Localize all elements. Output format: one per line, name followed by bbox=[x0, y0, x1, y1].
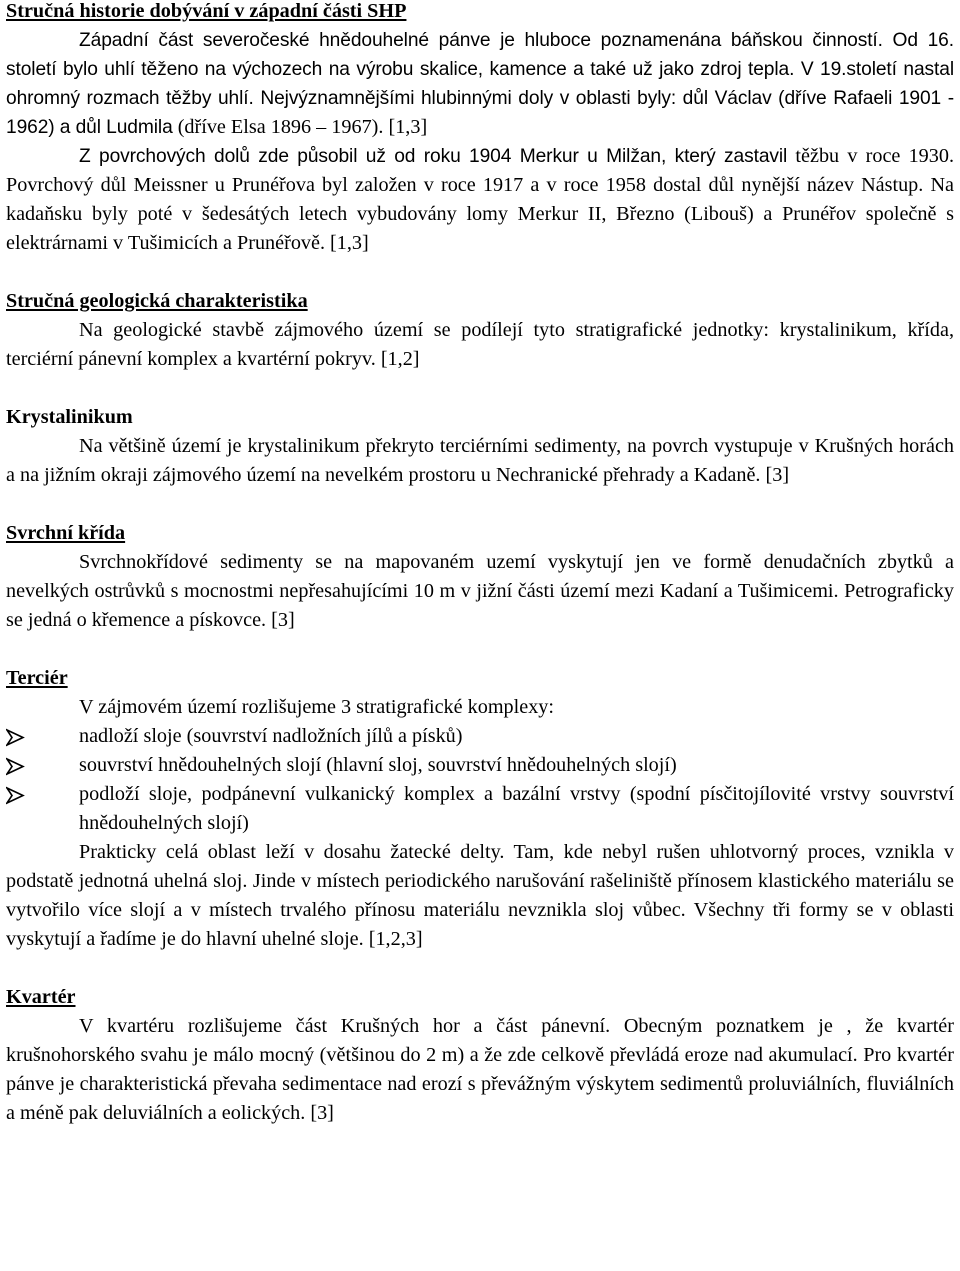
list-item bbox=[6, 751, 954, 780]
history-heading: Stručná historie dobývání v západní části SHP bbox=[6, 0, 407, 22]
geology-heading: Stručná geologická charakteristika bbox=[6, 290, 308, 312]
list-item bbox=[6, 722, 954, 751]
arrowhead-bullet-icon bbox=[6, 780, 28, 809]
arrowhead-bullet-icon bbox=[6, 722, 28, 751]
cretaceous-paragraph: Svrchnokřídové sedimenty se na mapovaném uzemí vyskytují jen ve formě denudačních zbytků a nevelkých ostrůvků s mocnostmi nepřesahujícími 10 m v jižní části území mezi Kadaní a Tušimicemi. Petrograficky se jedná o křemence a pískovce. [3] bbox=[6, 551, 954, 631]
quaternary-heading: Kvartér bbox=[6, 986, 76, 1008]
geology-paragraph: Na geologické stavbě zájmového území se podílejí tyto stratigrafické jednotky: krystalinikum, křída, terciérní pánevní komplex a kvartérní pokryv. [1,2] bbox=[6, 319, 954, 370]
tertiary-heading: Terciér bbox=[6, 667, 68, 689]
spacer bbox=[6, 954, 954, 983]
spacer bbox=[6, 635, 954, 664]
tertiary-paragraph: Prakticky celá oblast leží v dosahu žatecké delty. Tam, kde nebyl rušen uhlotvorný proces, vznikla v podstatě jednotná uhelná sloj. Jinde v místech periodického narušování rašeliniště přínosem klastického materiálu se vytvořilo více slojí a v místech trvalého přínosu materiálu nevznikla sloj vůbec. Všechny tři formy se v oblasti vyskytují a řadíme je do hlavní uhelné sloje. [1,2,3] bbox=[6, 841, 954, 950]
spacer bbox=[6, 490, 954, 519]
spacer bbox=[6, 258, 954, 287]
arrowhead-bullet-icon bbox=[6, 751, 28, 780]
history-paragraph-2-sans: Z povrchových dolů zde působil už od roku 1904 Merkur u Milžan, který zastavil bbox=[79, 146, 788, 167]
history-paragraph-2-serif: těžbu v roce 1930. Povrchový důl Meissner u Prunéřova byl založen v roce 1917 a v roce 1958 dostal důl nynější název Nástup. Na kadaňsku byly poté v šedesátých letech vybudovány lomy Merkur II, Březno (Libouš) a Prunéřov společně s elektrárnami v Tušimicích a Prunéřově. [1,3] bbox=[6, 145, 954, 254]
list-item-text: souvrství hnědouhelných slojí (hlavní sloj, souvrství hnědouhelných slojí) bbox=[79, 754, 677, 776]
list-item-text: nadloží sloje (souvrství nadložních jílů a písků) bbox=[79, 725, 463, 747]
list-item-text: podloží sloje, podpánevní vulkanický komplex a bazální vrstvy (spodní písčitojílovité vrstvy souvrství hnědouhelných slojí) bbox=[79, 783, 954, 834]
list-item bbox=[6, 780, 954, 838]
history-paragraph-2 bbox=[6, 142, 954, 258]
spacer bbox=[6, 374, 954, 403]
crystalline-paragraph: Na většině území je krystalinikum překryto terciérními sedimenty, na povrch vystupuje v Krušných horách a na jižním okraji zájmového území na nevelkém prostoru u Nechranické přehrady a Kadaně. [3] bbox=[6, 435, 954, 486]
history-paragraph-1 bbox=[6, 26, 954, 142]
history-paragraph-1-sans: Západní část severočeské hnědouhelné pánve je hluboce poznamenána báňskou činností. Od 16. století bylo uhlí těženo na výchozech na výrobu skalice, kamence a také už jako zdroj tepla. V 19.století nastal ohromný rozmach těžby uhlí. Nejvýznamnějšími hlubinnými doly v oblasti byly: důl Václav (dříve Rafaeli 1901 - 1962) a důl Ludmila bbox=[6, 30, 954, 138]
history-paragraph-1-serif: (dříve Elsa 1896 – 1967). [1,3] bbox=[172, 116, 428, 138]
quaternary-paragraph: V kvartéru rozlišujeme část Krušných hor a část pánevní. Obecným poznatkem je , že kvartér krušnohorského svahu je málo mocný (většinou do 2 m) a že zde celkově převládá eroze nad akumulací. Pro kvartér pánve je charakteristická převaha sedimentace nad erozí s převážným výskytem sedimentů proluviálních, fluviálních a méně pak deluviálních a eolických. [3] bbox=[6, 1015, 954, 1124]
crystalline-heading: Krystalinikum bbox=[6, 406, 133, 428]
tertiary-complex-list bbox=[6, 722, 954, 838]
cretaceous-heading: Svrchní křída bbox=[6, 522, 126, 544]
tertiary-intro: V zájmovém území rozlišujeme 3 stratigrafické komplexy: bbox=[79, 696, 555, 718]
